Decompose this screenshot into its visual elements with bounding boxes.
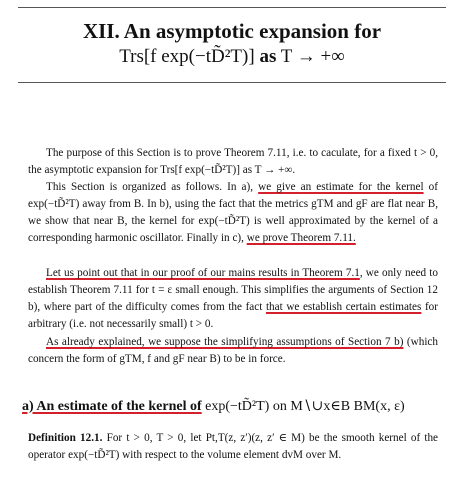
title-trace-expression: Trs[f exp(−tD̃²T)] <box>119 46 255 67</box>
paragraph-organization <box>28 179 438 247</box>
p2-text-a: This Section is organized as follows. In a), <box>46 181 259 193</box>
p2-text-b: of exp(−tD̃²T) away from B. In b), using the fact that the metrics gTM and gF are flat near B, we show that near B, the kernel for exp(−tD̃²T) is well approximated by the kernel of a corresponding harmonic oscillator. Finally in c), <box>28 181 438 244</box>
title-as: as <box>259 46 277 67</box>
paragraph-purpose <box>28 145 438 179</box>
paragraph-assumptions <box>28 334 438 368</box>
definition-12-1 <box>28 430 438 464</box>
paragraph-purpose-text: The purpose of this Section is to prove Theorem 7.11, i.e. to caculate, for a fixed t > 0, the asymptotic expansion for Trs[f exp(−tD̃²T)] as T → +∞. <box>28 147 438 176</box>
p4-underlined-assumptions: As already explained, we suppose the simplifying assumptions of Section 7 b) <box>46 336 404 348</box>
definition-text: For t > 0, T > 0, let Pt,T(z, z′)(z, z′ ∈ M) be the smooth kernel of the operator exp(−tD̃²T) with respect to the volume element dvM over M. <box>28 432 439 461</box>
subsection-math: exp(−tD̃²T) on M∖∪x∈B BM(x, ε) <box>205 399 405 414</box>
paragraph-point-out <box>28 265 438 333</box>
p3-underlined-estimates: that we establish certain estimates <box>265 301 422 313</box>
subsection-heading <box>22 397 452 417</box>
p3-text-a: , we only need to establish Theorem 7.11 for t = ε small enough. This simplifies the arguments of Section 12 b), where part of the difficulty comes from the fact <box>28 267 438 313</box>
definition-label: Definition 12.1. <box>28 432 103 444</box>
p4-text-a: (which concern the form of gTM, f and gF near B) to be in force. <box>28 336 438 365</box>
section-title-line1: XII. An asymptotic expansion for <box>82 19 382 43</box>
subsection-label: a) An estimate of the kernel of <box>22 399 202 414</box>
p2-underlined-prove-theorem: we prove Theorem 7.11. <box>246 232 356 244</box>
p3-text-b: for arbitrary (i.e. not necessarily small) t > 0. <box>28 301 438 330</box>
section-title-line2 <box>0 44 464 70</box>
p3-underlined-main-results: Let us point out that in our proof of our mains results in Theorem 7.1 <box>46 267 360 279</box>
title-rule <box>18 82 446 83</box>
title-limit: T → +∞ <box>280 46 345 67</box>
p2-underlined-kernel-estimate: we give an estimate for the kernel <box>258 181 424 193</box>
top-rule <box>18 7 446 8</box>
